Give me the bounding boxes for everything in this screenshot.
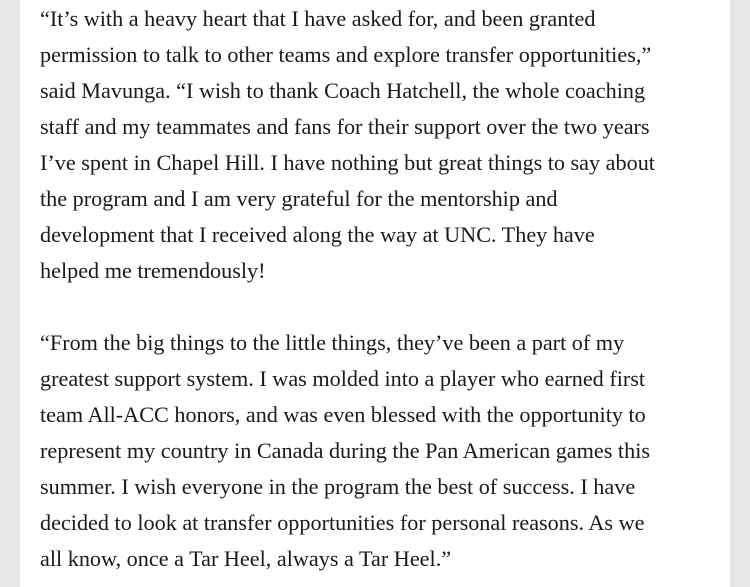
text-line: summer. I wish everyone in the program the best of success. I have — [40, 474, 636, 499]
text-line: “From the big things to the little things, they’ve been a part of my — [40, 330, 625, 355]
quote-paragraph-2 — [40, 325, 730, 577]
quote-paragraph-1 — [40, 1, 730, 289]
text-line: helped me tremendously! — [40, 258, 266, 283]
text-line: represent my country in Canada during the Pan American games this — [40, 438, 650, 463]
paragraph-spacer — [40, 289, 730, 325]
text-line: permission to talk to other teams and explore transfer opportunities,” — [40, 42, 652, 67]
document-page — [20, 0, 730, 587]
text-line: team All-ACC honors, and was even blessed with the opportunity to — [40, 402, 646, 427]
text-line: the program and I am very grateful for the mentorship and — [40, 186, 558, 211]
text-line: decided to look at transfer opportunities for personal reasons. As we — [40, 510, 645, 535]
text-line: I’ve spent in Chapel Hill. I have nothing but great things to say about — [40, 150, 655, 175]
text-line: development that I received along the way at UNC. They have — [40, 222, 595, 247]
text-line: greatest support system. I was molded into a player who earned first — [40, 366, 646, 391]
text-line: all know, once a Tar Heel, always a Tar Heel.” — [40, 546, 452, 571]
text-line: said Mavunga. “I wish to thank Coach Hatchell, the whole coaching — [40, 78, 646, 103]
text-line: “It’s with a heavy heart that I have asked for, and been granted — [40, 6, 596, 31]
text-line: staff and my teammates and fans for their support over the two years — [40, 114, 650, 139]
